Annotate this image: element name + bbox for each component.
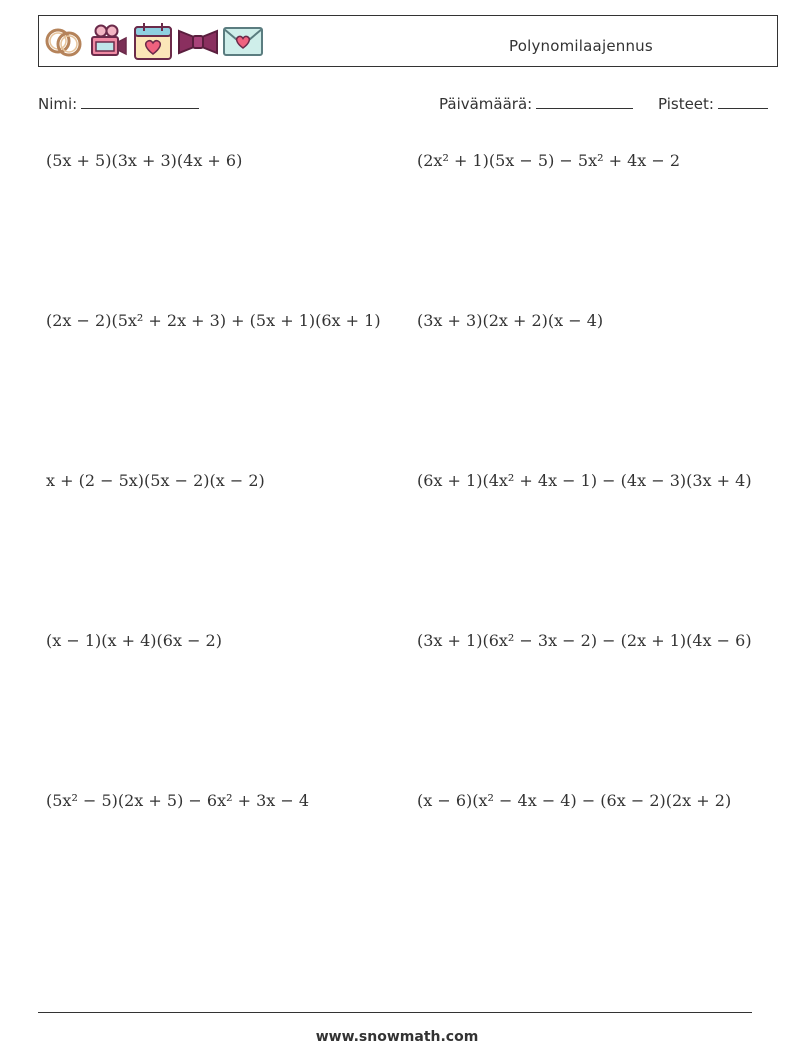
date-blank: [536, 94, 633, 109]
problem-10: (x − 6)(x² − 4x − 4) − (6x − 2)(2x + 2): [417, 791, 732, 810]
love-letter-icon: [221, 21, 265, 61]
problem-9: (5x² − 5)(2x + 5) − 6x² + 3x − 4: [46, 791, 310, 810]
header-icons: [41, 21, 265, 61]
problem-1: (5x + 5)(3x + 3)(4x + 6): [46, 151, 243, 170]
date-label: Päivämäärä:: [439, 95, 533, 113]
calendar-heart-icon: [131, 21, 175, 61]
problem-6: (6x + 1)(4x² + 4x − 1) − (4x − 3)(3x + 4): [417, 471, 752, 490]
problem-8: (3x + 1)(6x² − 3x − 2) − (2x + 1)(4x − 6): [417, 631, 752, 650]
footer-divider: [38, 1012, 752, 1013]
date-field: [439, 94, 633, 113]
footer-website: www.snowmath.com: [315, 1029, 479, 1045]
problem-3: (2x − 2)(5x² + 2x + 3) + (5x + 1)(6x + 1): [46, 311, 381, 330]
bow-tie-icon: [176, 21, 220, 61]
score-blank: [718, 94, 768, 109]
score-field: [658, 94, 768, 113]
problem-5: x + (2 − 5x)(5x − 2)(x − 2): [46, 471, 265, 490]
problem-7: (x − 1)(x + 4)(6x − 2): [46, 631, 222, 650]
problem-2: (2x² + 1)(5x − 5) − 5x² + 4x − 2: [417, 151, 681, 170]
worksheet-title: Polynomilaajennus: [509, 37, 653, 55]
rings-icon: [41, 21, 85, 61]
score-label: Pisteet:: [658, 95, 714, 113]
movie-camera-icon: [86, 21, 130, 61]
worksheet-header: [38, 15, 778, 67]
problem-4: (3x + 3)(2x + 2)(x − 4): [417, 311, 604, 330]
name-label: Nimi:: [38, 95, 78, 113]
name-field: [38, 94, 199, 113]
name-blank: [81, 94, 199, 109]
